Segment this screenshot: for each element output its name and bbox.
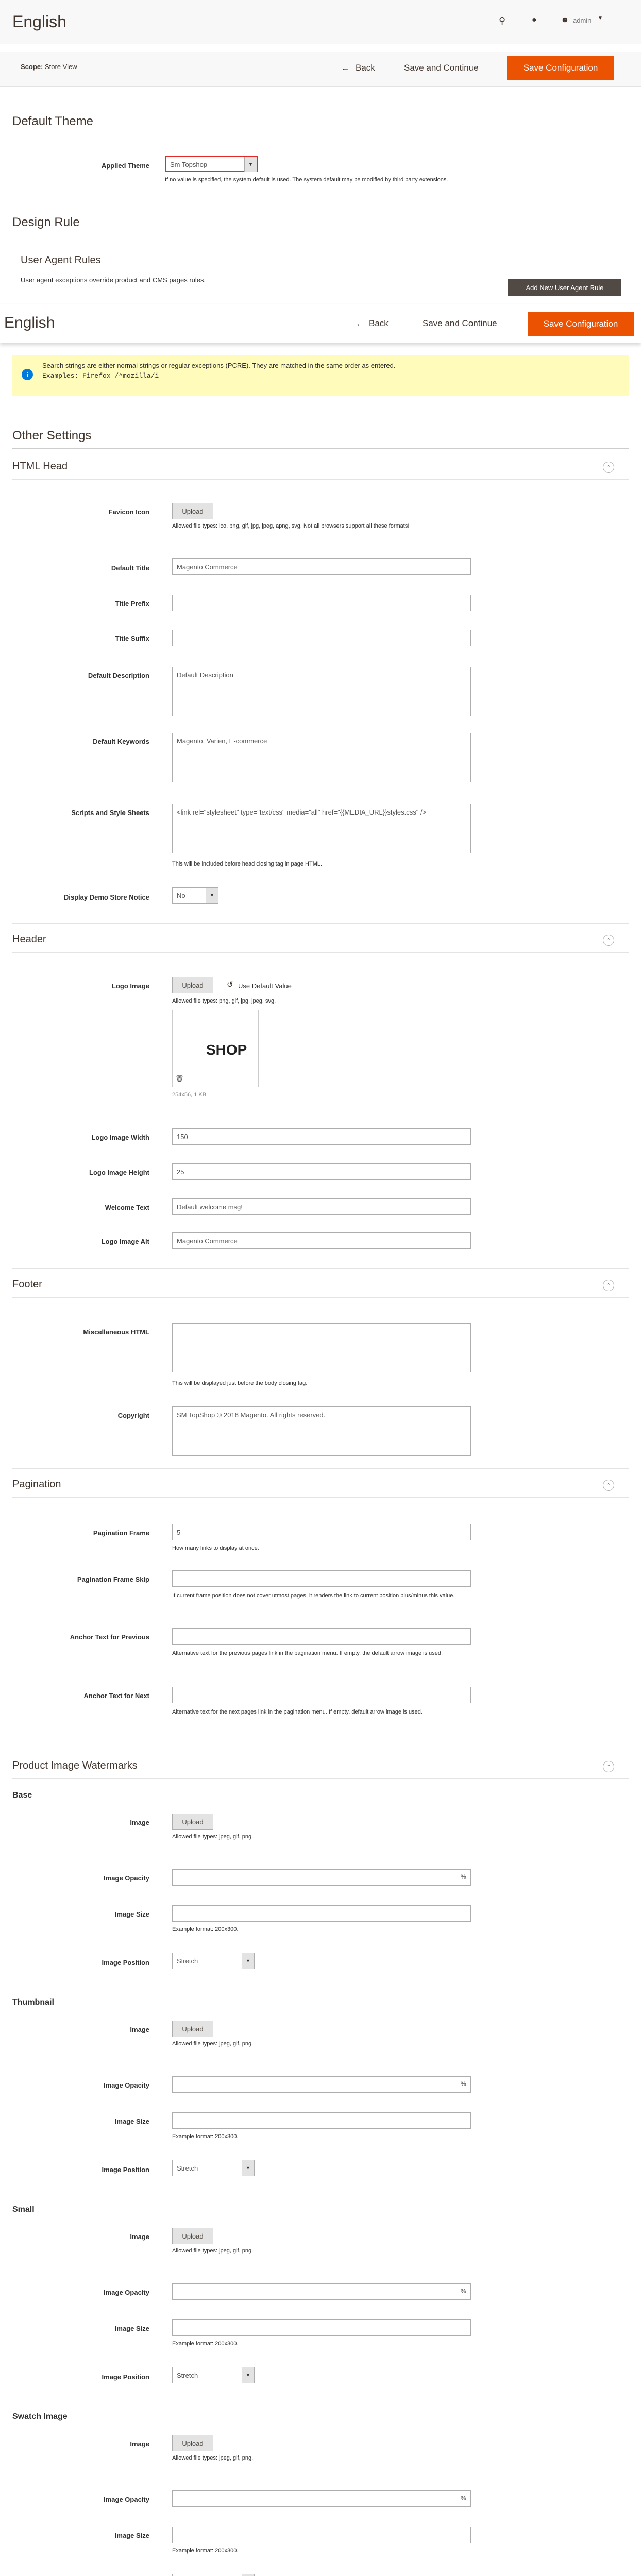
collapse-icon[interactable]: ⌃ — [603, 1761, 614, 1772]
divider — [12, 1497, 629, 1498]
wm-small-opacity-label: Image Opacity — [104, 2289, 149, 2296]
other-settings-title: Other Settings — [12, 429, 92, 443]
save-configuration-button[interactable]: Save Configuration — [507, 56, 614, 80]
wm-base-position-select[interactable]: Stretch ▼ — [172, 1953, 255, 1969]
wm-thumbnail-size-input[interactable] — [172, 2112, 471, 2129]
wm-swatch-image-note: Allowed file types: jpeg, gif, png. — [172, 2455, 254, 2461]
wm-base-image-label: Image — [130, 1819, 149, 1826]
logo-image-label: Logo Image — [112, 982, 149, 990]
favicon-note: Allowed file types: ico, png, gif, jpg, jpeg, apng, svg. Not all browsers support all these formats! — [172, 523, 410, 529]
wm-thumbnail-upload-button[interactable]: Upload — [172, 2021, 213, 2037]
sticky-title: English — [4, 314, 55, 331]
title-suffix-label: Title Suffix — [115, 635, 149, 642]
title-prefix-input[interactable] — [172, 595, 471, 611]
chevron-down-icon[interactable]: ▼ — [598, 15, 603, 21]
wm-swatch-size-input[interactable] — [172, 2527, 471, 2543]
chevron-down-icon: ▼ — [244, 157, 257, 172]
copyright-label: Copyright — [117, 1412, 149, 1419]
applied-theme-label: Applied Theme — [101, 162, 149, 170]
wm-swatch-size-label: Image Size — [114, 2532, 149, 2539]
wm-thumbnail-position-select[interactable]: Stretch ▼ — [172, 2160, 255, 2176]
user-icon[interactable]: ☻ — [561, 15, 569, 24]
logo-preview-text: SHOP — [206, 1042, 247, 1058]
wm-small-position-label: Image Position — [102, 2373, 149, 2381]
wm-base-size-label: Image Size — [114, 1910, 149, 1918]
wm-small-image-note: Allowed file types: jpeg, gif, png. — [172, 2248, 254, 2254]
top-bar — [0, 0, 641, 44]
header-group-title[interactable]: Header — [12, 934, 46, 945]
logo-meta: 254x56, 1 KB — [172, 1092, 207, 1098]
pagination-title[interactable]: Pagination — [12, 1479, 61, 1490]
default-title-label: Default Title — [111, 564, 149, 572]
demo-notice-label: Display Demo Store Notice — [63, 893, 149, 901]
design-rule-title: Design Rule — [12, 215, 80, 229]
logo-height-label: Logo Image Height — [89, 1168, 149, 1176]
logo-note: Allowed file types: png, gif, jpg, jpeg, svg. — [172, 998, 276, 1004]
collapse-icon[interactable]: ⌃ — [603, 1480, 614, 1491]
collapse-icon[interactable]: ⌃ — [603, 1280, 614, 1291]
anchor-next-note: Alternative text for the next pages link in the pagination menu. If empty, default arrow image is used. — [172, 1709, 423, 1715]
default-description-textarea[interactable]: Default Description — [172, 667, 471, 716]
divider — [12, 923, 629, 924]
info-icon: i — [22, 369, 33, 380]
wm-small-position-select[interactable]: Stretch ▼ — [172, 2367, 255, 2383]
wm-base-size-input[interactable] — [172, 1905, 471, 1922]
pagination-frame-label: Pagination Frame — [93, 1529, 149, 1537]
logo-width-label: Logo Image Width — [91, 1133, 149, 1141]
percent-icon: % — [461, 2287, 466, 2295]
demo-notice-select[interactable]: No ▼ — [172, 887, 218, 904]
logo-alt-label: Logo Image Alt — [101, 1238, 149, 1245]
back-arrow-icon: ← — [356, 319, 364, 328]
anchor-previous-note: Alternative text for the previous pages link in the pagination menu. If empty, the default arrow image is used. — [172, 1650, 443, 1656]
default-title-input[interactable]: Magento Commerce — [172, 558, 471, 575]
collapse-icon[interactable]: ⌃ — [603, 462, 614, 473]
wm-base-position-label: Image Position — [102, 1959, 149, 1967]
user-agent-rules-note: User agent exceptions override product and CMS pages rules. — [21, 276, 206, 284]
scripts-note: This will be included before head closing tag in page HTML. — [172, 861, 323, 867]
scope-switcher[interactable]: Scope: Store View — [21, 63, 77, 71]
wm-base-opacity-input[interactable] — [172, 1869, 471, 1886]
chevron-down-icon: ▼ — [242, 2160, 254, 2176]
wm-swatch-position-select[interactable] — [172, 2574, 255, 2576]
divider — [12, 1268, 629, 1269]
html-head-title[interactable]: HTML Head — [12, 461, 68, 472]
wm-small-size-label: Image Size — [114, 2325, 149, 2332]
page-title: English — [12, 12, 66, 31]
default-keywords-textarea[interactable]: Magento, Varien, E-commerce — [172, 733, 471, 782]
wm-base-size-note: Example format: 200x300. — [172, 1926, 239, 1933]
percent-icon: % — [461, 1873, 466, 1880]
default-keywords-label: Default Keywords — [93, 738, 149, 745]
wm-swatch-upload-button[interactable]: Upload — [172, 2435, 213, 2451]
pagination-skip-input[interactable] — [172, 1570, 471, 1587]
misc-html-note: This will be displayed just before the body closing tag. — [172, 1380, 308, 1386]
logo-width-input[interactable]: 150 — [172, 1128, 471, 1145]
chevron-down-icon: ▼ — [242, 1953, 254, 1969]
wm-swatch-opacity-label: Image Opacity — [104, 2496, 149, 2503]
wm-swatch-size-note: Example format: 200x300. — [172, 2548, 239, 2554]
copyright-textarea[interactable]: SM TopShop © 2018 Magento. All rights reserved. — [172, 1406, 471, 1456]
chevron-down-icon: ▼ — [242, 2367, 254, 2383]
pagination-skip-note: If current frame position does not cover utmost pages, it renders the link to current position plus/minus this value. — [172, 1592, 455, 1599]
wm-small-size-note: Example format: 200x300. — [172, 2341, 239, 2347]
wm-small-size-input[interactable] — [172, 2319, 471, 2336]
wm-base-opacity-label: Image Opacity — [104, 1874, 149, 1882]
divider — [12, 952, 629, 953]
wm-small-opacity-input[interactable] — [172, 2283, 471, 2300]
notice-example: Examples: Firefox /^mozilla/i — [42, 372, 159, 380]
chevron-down-icon: ▼ — [206, 888, 218, 903]
back-button[interactable]: Back — [356, 63, 375, 73]
anchor-previous-label: Anchor Text for Previous — [70, 1633, 149, 1641]
search-icon[interactable]: ⚲ — [499, 15, 506, 26]
divider — [12, 1297, 629, 1298]
favicon-label: Favicon Icon — [108, 508, 149, 516]
wm-thumbnail-title: Thumbnail — [12, 1998, 54, 2007]
logo-height-input[interactable]: 25 — [172, 1163, 471, 1180]
welcome-text-label: Welcome Text — [105, 1204, 149, 1211]
wm-swatch-title: Swatch Image — [12, 2412, 68, 2421]
wm-base-title: Base — [12, 1791, 32, 1800]
watermarks-title[interactable]: Product Image Watermarks — [12, 1760, 138, 1771]
misc-html-label: Miscellaneous HTML — [83, 1328, 149, 1336]
pagination-frame-note: How many links to display at once. — [172, 1545, 259, 1551]
wm-base-image-note: Allowed file types: jpeg, gif, png. — [172, 1834, 254, 1840]
sticky-back-button[interactable]: Back — [369, 318, 389, 328]
anchor-next-label: Anchor Text for Next — [83, 1692, 149, 1700]
footer-group-title[interactable]: Footer — [12, 1279, 42, 1290]
use-default-value[interactable]: Use Default Value — [238, 982, 292, 990]
wm-thumbnail-image-label: Image — [130, 2026, 149, 2033]
title-prefix-label: Title Prefix — [115, 600, 149, 607]
wm-base-upload-button[interactable]: Upload — [172, 1814, 213, 1830]
logo-alt-input[interactable]: Magento Commerce — [172, 1232, 471, 1249]
notice-text: Search strings are either normal strings or regular exceptions (PCRE). They are matched in the same order as entered. — [42, 362, 396, 369]
welcome-text-input[interactable]: Default welcome msg! — [172, 1198, 471, 1215]
divider — [12, 448, 629, 449]
user-name[interactable]: admin — [573, 16, 592, 24]
wm-small-upload-button[interactable]: Upload — [172, 2228, 213, 2244]
sticky-save-continue-button[interactable]: Save and Continue — [423, 318, 497, 328]
collapse-icon[interactable]: ⌃ — [603, 935, 614, 946]
pagination-frame-input[interactable]: 5 — [172, 1524, 471, 1540]
applied-theme-note: If no value is specified, the system default is used. The system default may be modified by third party extensions. — [165, 177, 448, 183]
wm-thumbnail-position-label: Image Position — [102, 2166, 149, 2174]
trash-icon[interactable]: 🗑 — [175, 1075, 184, 1082]
wm-thumbnail-size-label: Image Size — [114, 2117, 149, 2125]
back-arrow-icon: ← — [341, 64, 349, 73]
wm-swatch-opacity-input[interactable] — [172, 2490, 471, 2507]
anchor-next-input[interactable] — [172, 1687, 471, 1703]
percent-icon: % — [461, 2080, 466, 2088]
undo-icon: ↺ — [227, 980, 233, 989]
pagination-skip-label: Pagination Frame Skip — [77, 1575, 149, 1583]
wm-swatch-image-label: Image — [130, 2440, 149, 2448]
favicon-upload-button[interactable]: Upload — [172, 503, 213, 519]
wm-thumbnail-size-note: Example format: 200x300. — [172, 2133, 239, 2140]
divider — [12, 1468, 629, 1469]
wm-thumbnail-image-note: Allowed file types: jpeg, gif, png. — [172, 2041, 254, 2047]
wm-thumbnail-opacity-input[interactable] — [172, 2076, 471, 2093]
add-user-agent-rule-button[interactable]: Add New User Agent Rule — [508, 279, 621, 296]
save-continue-button[interactable]: Save and Continue — [404, 63, 479, 73]
wm-small-image-label: Image — [130, 2233, 149, 2241]
scripts-label: Scripts and Style Sheets — [71, 809, 149, 817]
applied-theme-select[interactable]: Sm Topshop ▼ — [165, 156, 258, 172]
user-agent-rules-title: User Agent Rules — [21, 255, 101, 266]
sticky-save-configuration-button[interactable]: Save Configuration — [528, 312, 634, 336]
bell-icon[interactable]: ● — [532, 15, 537, 24]
misc-html-textarea[interactable] — [172, 1323, 471, 1372]
percent-icon: % — [461, 2495, 466, 2502]
title-suffix-input[interactable] — [172, 630, 471, 646]
scripts-textarea[interactable]: <link rel="stylesheet" type="text/css" media="all" href="{{MEDIA_URL}}styles.css" /> — [172, 804, 471, 853]
anchor-previous-input[interactable] — [172, 1628, 471, 1645]
logo-upload-button[interactable]: Upload — [172, 977, 213, 993]
default-description-label: Default Description — [88, 672, 149, 680]
divider — [12, 479, 629, 480]
wm-small-title: Small — [12, 2205, 35, 2214]
wm-thumbnail-opacity-label: Image Opacity — [104, 2081, 149, 2089]
default-theme-title: Default Theme — [12, 114, 93, 128]
divider — [12, 1778, 629, 1779]
